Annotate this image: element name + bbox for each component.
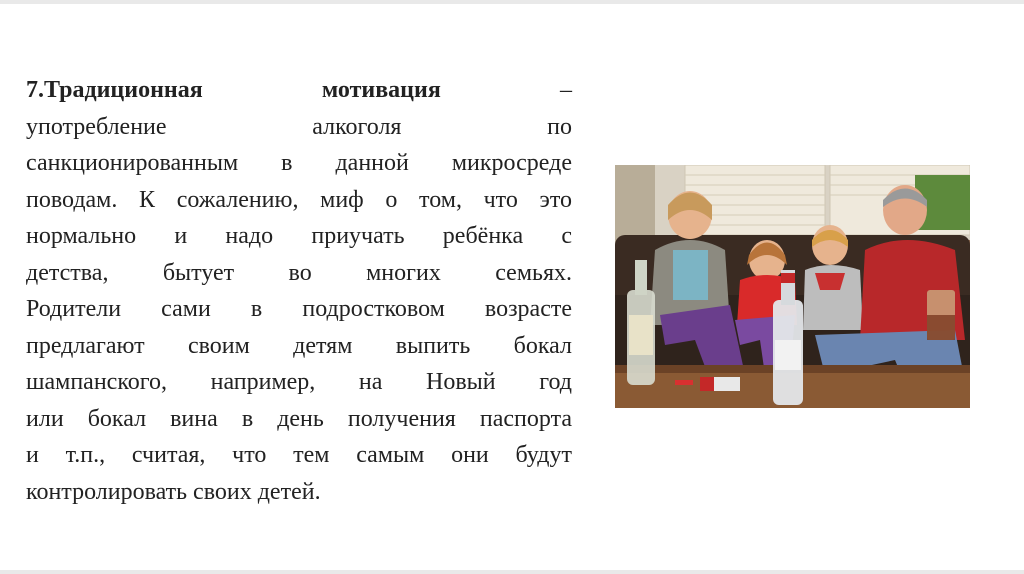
slide-text <box>26 72 572 510</box>
text-line-7: Родители сами в подростковом возрасте <box>26 296 572 322</box>
slide-bottom-border <box>0 570 1024 574</box>
text-line-4: поводам. К сожалению, миф о том, что это <box>26 186 572 213</box>
text-line-11: и т.п., считая, что тем самым они будут <box>26 442 572 468</box>
family-photo-illustration <box>615 165 970 408</box>
slide-top-border <box>0 0 1024 4</box>
text-line-10: или бокал вина в день получения паспорта <box>26 405 572 432</box>
text-line-5: нормально и надо приучать ребёнка с <box>26 223 572 249</box>
text-line-9: шампанского, например, на Новый год <box>26 369 572 395</box>
text-line-12: контролировать своих детей. <box>26 478 321 505</box>
text-line-2: употребление алкоголя по <box>26 113 572 140</box>
text-line-3: санкционированным в данной микросреде <box>26 150 572 176</box>
heading-bold-2: мотивация <box>321 77 441 103</box>
heading-bold-1: 7.Традиционная <box>26 77 203 103</box>
text-line-8: предлагают своим детям выпить бокал <box>26 332 572 359</box>
text-line-1: 7.Традиционная мотивация – <box>26 77 572 103</box>
text-line-6: детства, бытует во многих семьях. <box>26 259 572 286</box>
family-photo <box>615 165 970 408</box>
